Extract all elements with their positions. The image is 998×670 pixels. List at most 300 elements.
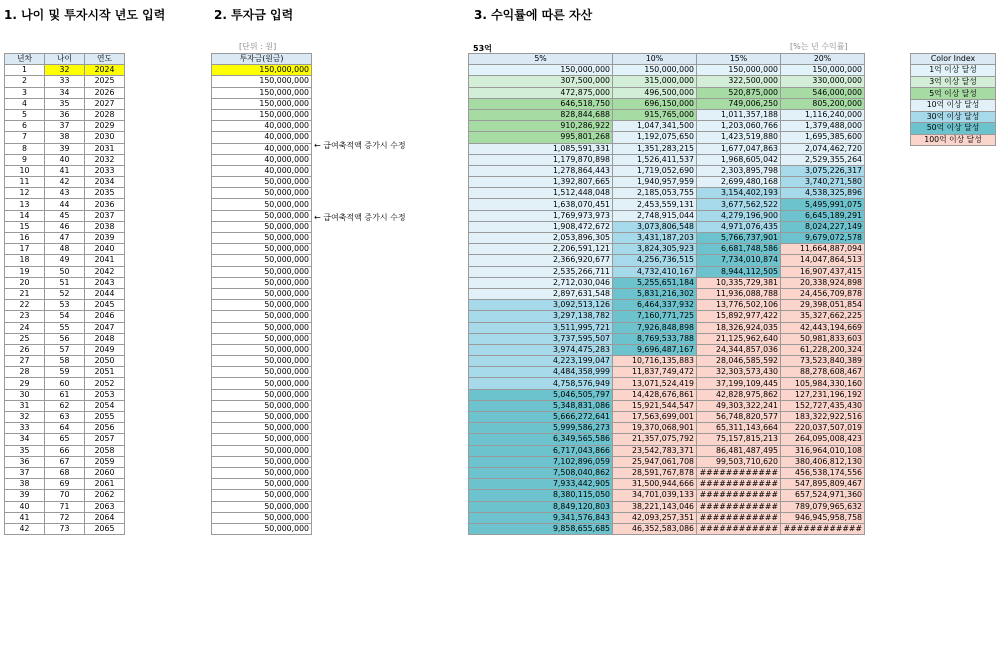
asset-cell[interactable]: 75,157,815,213 bbox=[697, 434, 781, 445]
table1-cell[interactable]: 52 bbox=[45, 288, 85, 299]
asset-cell[interactable]: 3,431,187,203 bbox=[613, 233, 697, 244]
investment-cell[interactable]: 50,000,000 bbox=[212, 378, 312, 389]
table1-cell[interactable]: 2053 bbox=[85, 389, 125, 400]
asset-cell[interactable]: 3,075,226,317 bbox=[781, 165, 865, 176]
table1-cell[interactable]: 5 bbox=[5, 109, 45, 120]
investment-cell[interactable]: 150,000,000 bbox=[212, 65, 312, 76]
asset-cell[interactable]: 9,341,576,843 bbox=[469, 512, 613, 523]
table1-cell[interactable]: 19 bbox=[5, 266, 45, 277]
asset-cell[interactable]: 1,769,973,973 bbox=[469, 210, 613, 221]
table1-cell[interactable]: 2025 bbox=[85, 76, 125, 87]
table1-cell[interactable]: 53 bbox=[45, 300, 85, 311]
asset-cell[interactable]: ############ bbox=[697, 479, 781, 490]
table1-cell[interactable]: 59 bbox=[45, 367, 85, 378]
table1-cell[interactable]: 36 bbox=[5, 456, 45, 467]
table1-cell[interactable]: 26 bbox=[5, 344, 45, 355]
table1-cell[interactable]: 35 bbox=[45, 98, 85, 109]
asset-cell[interactable]: ############ bbox=[781, 523, 865, 534]
asset-cell[interactable]: ############ bbox=[697, 501, 781, 512]
table1-cell[interactable]: 35 bbox=[5, 445, 45, 456]
asset-cell[interactable]: ############ bbox=[697, 512, 781, 523]
asset-cell[interactable]: 18,326,924,035 bbox=[697, 322, 781, 333]
table1-cell[interactable]: 2033 bbox=[85, 165, 125, 176]
asset-cell[interactable]: 1,908,472,672 bbox=[469, 221, 613, 232]
table1-cell[interactable]: 61 bbox=[45, 389, 85, 400]
table1-cell[interactable]: 2 bbox=[5, 76, 45, 87]
asset-cell[interactable]: 3,297,138,782 bbox=[469, 311, 613, 322]
asset-cell[interactable]: 7,160,771,725 bbox=[613, 311, 697, 322]
investment-cell[interactable]: 50,000,000 bbox=[212, 512, 312, 523]
investment-cell[interactable]: 40,000,000 bbox=[212, 165, 312, 176]
asset-cell[interactable]: 1,940,957,959 bbox=[613, 177, 697, 188]
asset-cell[interactable]: 10,335,729,381 bbox=[697, 277, 781, 288]
asset-cell[interactable]: 8,024,227,149 bbox=[781, 221, 865, 232]
asset-cell[interactable]: 183,322,922,516 bbox=[781, 412, 865, 423]
asset-cell[interactable]: 4,256,736,515 bbox=[613, 255, 697, 266]
asset-cell[interactable]: 4,758,576,949 bbox=[469, 378, 613, 389]
asset-cell[interactable]: 7,734,010,874 bbox=[697, 255, 781, 266]
table1-cell[interactable]: 25 bbox=[5, 333, 45, 344]
table1-cell[interactable]: 30 bbox=[5, 389, 45, 400]
asset-cell[interactable]: 546,000,000 bbox=[781, 87, 865, 98]
table1-cell[interactable]: 51 bbox=[45, 277, 85, 288]
investment-cell[interactable]: 50,000,000 bbox=[212, 266, 312, 277]
investment-cell[interactable]: 150,000,000 bbox=[212, 87, 312, 98]
asset-cell[interactable]: 3,740,271,580 bbox=[781, 177, 865, 188]
table1-cell[interactable]: 2026 bbox=[85, 87, 125, 98]
asset-cell[interactable]: 11,837,749,472 bbox=[613, 367, 697, 378]
asset-cell[interactable]: 14,047,864,513 bbox=[781, 255, 865, 266]
asset-cell[interactable]: 1,512,448,048 bbox=[469, 188, 613, 199]
asset-cell[interactable]: 1,392,807,665 bbox=[469, 177, 613, 188]
investment-cell[interactable]: 50,000,000 bbox=[212, 255, 312, 266]
asset-cell[interactable]: 42,443,194,669 bbox=[781, 322, 865, 333]
asset-cell[interactable]: 6,681,748,586 bbox=[697, 244, 781, 255]
asset-cell[interactable]: 4,971,076,435 bbox=[697, 221, 781, 232]
table1-cell[interactable]: 22 bbox=[5, 300, 45, 311]
asset-cell[interactable]: 547,895,809,467 bbox=[781, 479, 865, 490]
table1-cell[interactable]: 12 bbox=[5, 188, 45, 199]
asset-cell[interactable]: 1,203,060,766 bbox=[697, 121, 781, 132]
asset-cell[interactable]: 915,765,000 bbox=[613, 109, 697, 120]
asset-cell[interactable]: 330,000,000 bbox=[781, 76, 865, 87]
table1-cell[interactable]: 2057 bbox=[85, 434, 125, 445]
asset-cell[interactable]: 4,732,410,167 bbox=[613, 266, 697, 277]
asset-cell[interactable]: 99,503,710,620 bbox=[697, 456, 781, 467]
asset-cell[interactable]: 3,974,475,283 bbox=[469, 344, 613, 355]
investment-cell[interactable]: 50,000,000 bbox=[212, 423, 312, 434]
table1-cell[interactable]: 2054 bbox=[85, 400, 125, 411]
asset-cell[interactable]: 21,357,075,792 bbox=[613, 434, 697, 445]
asset-cell[interactable]: 25,947,061,708 bbox=[613, 456, 697, 467]
table1-cell[interactable]: 41 bbox=[5, 512, 45, 523]
table1-cell[interactable]: 2027 bbox=[85, 98, 125, 109]
asset-cell[interactable]: 1,719,052,690 bbox=[613, 165, 697, 176]
table1-cell[interactable]: 1 bbox=[5, 65, 45, 76]
asset-cell[interactable]: 946,945,958,758 bbox=[781, 512, 865, 523]
asset-cell[interactable]: 46,352,583,086 bbox=[613, 523, 697, 534]
asset-cell[interactable]: 150,000,000 bbox=[469, 65, 613, 76]
table1-cell[interactable]: 60 bbox=[45, 378, 85, 389]
asset-cell[interactable]: 24,456,709,878 bbox=[781, 288, 865, 299]
investment-cell[interactable]: 50,000,000 bbox=[212, 344, 312, 355]
asset-cell[interactable]: 10,716,135,883 bbox=[613, 356, 697, 367]
table1-cell[interactable]: 2039 bbox=[85, 233, 125, 244]
asset-cell[interactable]: 7,933,442,905 bbox=[469, 479, 613, 490]
table1-cell[interactable]: 32 bbox=[45, 65, 85, 76]
table1-cell[interactable]: 18 bbox=[5, 255, 45, 266]
table1-cell[interactable]: 3 bbox=[5, 87, 45, 98]
asset-cell[interactable]: 472,875,000 bbox=[469, 87, 613, 98]
investment-cell[interactable]: 50,000,000 bbox=[212, 199, 312, 210]
table1-cell[interactable]: 2049 bbox=[85, 344, 125, 355]
investment-cell[interactable]: 50,000,000 bbox=[212, 367, 312, 378]
asset-cell[interactable]: 2,053,896,305 bbox=[469, 233, 613, 244]
asset-cell[interactable]: 2,535,266,711 bbox=[469, 266, 613, 277]
asset-cell[interactable]: 127,231,196,192 bbox=[781, 389, 865, 400]
asset-cell[interactable]: 8,849,120,803 bbox=[469, 501, 613, 512]
table1-cell[interactable]: 66 bbox=[45, 445, 85, 456]
asset-cell[interactable]: 20,338,924,898 bbox=[781, 277, 865, 288]
table1-cell[interactable]: 2032 bbox=[85, 154, 125, 165]
table1-cell[interactable]: 38 bbox=[5, 479, 45, 490]
asset-cell[interactable]: 1,278,864,443 bbox=[469, 165, 613, 176]
asset-cell[interactable]: 5,766,737,901 bbox=[697, 233, 781, 244]
asset-cell[interactable]: 220,037,507,019 bbox=[781, 423, 865, 434]
asset-cell[interactable]: 749,006,250 bbox=[697, 98, 781, 109]
table1-cell[interactable]: 34 bbox=[45, 87, 85, 98]
asset-cell[interactable]: 8,769,533,788 bbox=[613, 333, 697, 344]
asset-cell[interactable]: 1,085,591,331 bbox=[469, 143, 613, 154]
asset-cell[interactable]: 86,481,487,495 bbox=[697, 445, 781, 456]
asset-cell[interactable]: 38,221,143,046 bbox=[613, 501, 697, 512]
asset-cell[interactable]: 7,926,848,898 bbox=[613, 322, 697, 333]
asset-cell[interactable]: 35,327,662,225 bbox=[781, 311, 865, 322]
table1-cell[interactable]: 45 bbox=[45, 210, 85, 221]
investment-cell[interactable]: 50,000,000 bbox=[212, 210, 312, 221]
investment-cell[interactable]: 50,000,000 bbox=[212, 467, 312, 478]
table1-cell[interactable]: 46 bbox=[45, 221, 85, 232]
asset-cell[interactable]: 2,712,030,046 bbox=[469, 277, 613, 288]
table1-cell[interactable]: 47 bbox=[45, 233, 85, 244]
asset-cell[interactable]: 496,500,000 bbox=[613, 87, 697, 98]
table1-cell[interactable]: 2061 bbox=[85, 479, 125, 490]
asset-cell[interactable]: 1,047,341,500 bbox=[613, 121, 697, 132]
asset-cell[interactable]: 5,831,216,302 bbox=[613, 288, 697, 299]
asset-cell[interactable]: 3,511,995,721 bbox=[469, 322, 613, 333]
table1-cell[interactable]: 2051 bbox=[85, 367, 125, 378]
asset-cell[interactable]: 73,523,840,389 bbox=[781, 356, 865, 367]
table1-cell[interactable]: 57 bbox=[45, 344, 85, 355]
investment-cell[interactable]: 50,000,000 bbox=[212, 177, 312, 188]
asset-cell[interactable]: 520,875,000 bbox=[697, 87, 781, 98]
investment-cell[interactable]: 50,000,000 bbox=[212, 501, 312, 512]
asset-cell[interactable]: 23,542,783,371 bbox=[613, 445, 697, 456]
table1-cell[interactable]: 39 bbox=[45, 143, 85, 154]
table1-cell[interactable]: 2042 bbox=[85, 266, 125, 277]
asset-cell[interactable]: 15,921,544,547 bbox=[613, 400, 697, 411]
table1-cell[interactable]: 2060 bbox=[85, 467, 125, 478]
asset-cell[interactable]: 5,495,991,075 bbox=[781, 199, 865, 210]
asset-cell[interactable]: 1,695,385,600 bbox=[781, 132, 865, 143]
table1-cell[interactable]: 2065 bbox=[85, 523, 125, 534]
investment-cell[interactable]: 40,000,000 bbox=[212, 154, 312, 165]
asset-cell[interactable]: 1,011,357,188 bbox=[697, 109, 781, 120]
investment-cell[interactable]: 50,000,000 bbox=[212, 322, 312, 333]
asset-cell[interactable]: 1,192,075,650 bbox=[613, 132, 697, 143]
table1-cell[interactable]: 73 bbox=[45, 523, 85, 534]
asset-cell[interactable]: ############ bbox=[697, 523, 781, 534]
asset-cell[interactable]: 6,645,189,291 bbox=[781, 210, 865, 221]
asset-cell[interactable]: 3,154,402,193 bbox=[697, 188, 781, 199]
investment-cell[interactable]: 50,000,000 bbox=[212, 221, 312, 232]
asset-cell[interactable]: 2,529,355,264 bbox=[781, 154, 865, 165]
asset-cell[interactable]: 19,370,068,901 bbox=[613, 423, 697, 434]
table1-cell[interactable]: 2034 bbox=[85, 177, 125, 188]
asset-cell[interactable]: 3,073,806,548 bbox=[613, 221, 697, 232]
asset-cell[interactable]: 16,907,437,415 bbox=[781, 266, 865, 277]
table1-cell[interactable]: 37 bbox=[5, 467, 45, 478]
asset-cell[interactable]: 31,500,944,666 bbox=[613, 479, 697, 490]
asset-cell[interactable]: ############ bbox=[697, 490, 781, 501]
investment-cell[interactable]: 50,000,000 bbox=[212, 288, 312, 299]
asset-cell[interactable]: 805,200,000 bbox=[781, 98, 865, 109]
asset-cell[interactable]: 910,286,922 bbox=[469, 121, 613, 132]
investment-cell[interactable]: 40,000,000 bbox=[212, 121, 312, 132]
table1-cell[interactable]: 67 bbox=[45, 456, 85, 467]
table1-cell[interactable]: 2037 bbox=[85, 210, 125, 221]
table1-cell[interactable]: 40 bbox=[45, 154, 85, 165]
asset-cell[interactable]: 105,984,330,160 bbox=[781, 378, 865, 389]
asset-cell[interactable]: 7,102,896,059 bbox=[469, 456, 613, 467]
asset-cell[interactable]: 1,379,488,000 bbox=[781, 121, 865, 132]
asset-cell[interactable]: 1,638,070,451 bbox=[469, 199, 613, 210]
asset-cell[interactable]: 316,964,010,108 bbox=[781, 445, 865, 456]
table1-cell[interactable]: 2050 bbox=[85, 356, 125, 367]
investment-cell[interactable]: 50,000,000 bbox=[212, 389, 312, 400]
asset-cell[interactable]: 5,348,831,086 bbox=[469, 400, 613, 411]
table1-cell[interactable]: 2044 bbox=[85, 288, 125, 299]
table1-cell[interactable]: 2031 bbox=[85, 143, 125, 154]
asset-cell[interactable]: 1,179,870,898 bbox=[469, 154, 613, 165]
asset-cell[interactable]: 7,508,040,862 bbox=[469, 467, 613, 478]
investment-cell[interactable]: 50,000,000 bbox=[212, 277, 312, 288]
asset-cell[interactable]: 380,406,812,130 bbox=[781, 456, 865, 467]
table1-cell[interactable]: 28 bbox=[5, 367, 45, 378]
asset-cell[interactable]: 9,679,072,578 bbox=[781, 233, 865, 244]
table1-cell[interactable]: 2047 bbox=[85, 322, 125, 333]
table1-cell[interactable]: 10 bbox=[5, 165, 45, 176]
asset-cell[interactable]: 696,150,000 bbox=[613, 98, 697, 109]
investment-cell[interactable]: 50,000,000 bbox=[212, 333, 312, 344]
table1-cell[interactable]: 2029 bbox=[85, 121, 125, 132]
asset-cell[interactable]: 28,046,585,592 bbox=[697, 356, 781, 367]
table1-cell[interactable]: 9 bbox=[5, 154, 45, 165]
investment-cell[interactable]: 50,000,000 bbox=[212, 445, 312, 456]
asset-cell[interactable]: 150,000,000 bbox=[613, 65, 697, 76]
table1-cell[interactable]: 2056 bbox=[85, 423, 125, 434]
asset-cell[interactable]: 1,968,605,042 bbox=[697, 154, 781, 165]
table1-cell[interactable]: 2028 bbox=[85, 109, 125, 120]
asset-cell[interactable]: 5,046,505,797 bbox=[469, 389, 613, 400]
asset-cell[interactable]: ############ bbox=[697, 467, 781, 478]
asset-cell[interactable]: 24,344,857,036 bbox=[697, 344, 781, 355]
table1-cell[interactable]: 34 bbox=[5, 434, 45, 445]
table1-cell[interactable]: 50 bbox=[45, 266, 85, 277]
asset-cell[interactable]: 11,936,088,788 bbox=[697, 288, 781, 299]
table1-cell[interactable]: 72 bbox=[45, 512, 85, 523]
table1-cell[interactable]: 2055 bbox=[85, 412, 125, 423]
asset-cell[interactable]: 4,538,325,896 bbox=[781, 188, 865, 199]
investment-cell[interactable]: 50,000,000 bbox=[212, 412, 312, 423]
asset-cell[interactable]: 65,311,143,664 bbox=[697, 423, 781, 434]
asset-cell[interactable]: 8,944,112,505 bbox=[697, 266, 781, 277]
table1-cell[interactable]: 69 bbox=[45, 479, 85, 490]
table1-cell[interactable]: 2038 bbox=[85, 221, 125, 232]
asset-cell[interactable]: 61,228,200,324 bbox=[781, 344, 865, 355]
table1-cell[interactable]: 54 bbox=[45, 311, 85, 322]
asset-cell[interactable]: 17,563,699,001 bbox=[613, 412, 697, 423]
table1-cell[interactable]: 2040 bbox=[85, 244, 125, 255]
investment-cell[interactable]: 50,000,000 bbox=[212, 244, 312, 255]
asset-cell[interactable]: 264,095,008,423 bbox=[781, 434, 865, 445]
asset-cell[interactable]: 49,303,322,241 bbox=[697, 400, 781, 411]
asset-cell[interactable]: 13,071,524,419 bbox=[613, 378, 697, 389]
asset-cell[interactable]: 1,423,519,880 bbox=[697, 132, 781, 143]
table1-cell[interactable]: 15 bbox=[5, 221, 45, 232]
asset-cell[interactable]: 3,677,562,522 bbox=[697, 199, 781, 210]
asset-cell[interactable]: 42,093,257,351 bbox=[613, 512, 697, 523]
asset-cell[interactable]: 150,000,000 bbox=[697, 65, 781, 76]
table1-cell[interactable]: 31 bbox=[5, 400, 45, 411]
investment-cell[interactable]: 50,000,000 bbox=[212, 490, 312, 501]
table1-cell[interactable]: 43 bbox=[45, 188, 85, 199]
investment-cell[interactable]: 50,000,000 bbox=[212, 456, 312, 467]
table1-cell[interactable]: 65 bbox=[45, 434, 85, 445]
table1-cell[interactable]: 42 bbox=[5, 523, 45, 534]
asset-cell[interactable]: 1,351,283,215 bbox=[613, 143, 697, 154]
asset-cell[interactable]: 28,591,767,878 bbox=[613, 467, 697, 478]
asset-cell[interactable]: 3,737,595,507 bbox=[469, 333, 613, 344]
table1-cell[interactable]: 23 bbox=[5, 311, 45, 322]
investment-cell[interactable]: 50,000,000 bbox=[212, 434, 312, 445]
asset-cell[interactable]: 2,453,559,131 bbox=[613, 199, 697, 210]
asset-cell[interactable]: 315,000,000 bbox=[613, 76, 697, 87]
table1-cell[interactable]: 2052 bbox=[85, 378, 125, 389]
asset-cell[interactable]: 646,518,750 bbox=[469, 98, 613, 109]
table1-cell[interactable]: 42 bbox=[45, 177, 85, 188]
table1-cell[interactable]: 2041 bbox=[85, 255, 125, 266]
asset-cell[interactable]: 3,824,305,923 bbox=[613, 244, 697, 255]
asset-cell[interactable]: 2,074,462,720 bbox=[781, 143, 865, 154]
asset-cell[interactable]: 29,398,051,854 bbox=[781, 300, 865, 311]
table1-cell[interactable]: 71 bbox=[45, 501, 85, 512]
table1-cell[interactable]: 33 bbox=[5, 423, 45, 434]
table1-cell[interactable]: 36 bbox=[45, 109, 85, 120]
table1-cell[interactable]: 20 bbox=[5, 277, 45, 288]
asset-cell[interactable]: 2,303,895,798 bbox=[697, 165, 781, 176]
asset-cell[interactable]: 995,801,268 bbox=[469, 132, 613, 143]
asset-cell[interactable]: 5,999,586,273 bbox=[469, 423, 613, 434]
asset-cell[interactable]: 6,717,043,866 bbox=[469, 445, 613, 456]
asset-cell[interactable]: 9,858,655,685 bbox=[469, 523, 613, 534]
asset-cell[interactable]: 4,484,358,999 bbox=[469, 367, 613, 378]
table1-cell[interactable]: 14 bbox=[5, 210, 45, 221]
table1-cell[interactable]: 2046 bbox=[85, 311, 125, 322]
investment-cell[interactable]: 40,000,000 bbox=[212, 143, 312, 154]
investment-cell[interactable]: 50,000,000 bbox=[212, 233, 312, 244]
asset-cell[interactable]: 3,092,513,126 bbox=[469, 300, 613, 311]
asset-cell[interactable]: 34,701,039,133 bbox=[613, 490, 697, 501]
asset-cell[interactable]: 15,892,977,422 bbox=[697, 311, 781, 322]
table1-cell[interactable]: 11 bbox=[5, 177, 45, 188]
table1-cell[interactable]: 8 bbox=[5, 143, 45, 154]
asset-cell[interactable]: 8,380,115,050 bbox=[469, 490, 613, 501]
asset-cell[interactable]: 11,664,887,094 bbox=[781, 244, 865, 255]
asset-cell[interactable]: 1,526,411,537 bbox=[613, 154, 697, 165]
asset-cell[interactable]: 6,464,337,932 bbox=[613, 300, 697, 311]
table1-cell[interactable]: 2048 bbox=[85, 333, 125, 344]
table1-cell[interactable]: 2058 bbox=[85, 445, 125, 456]
asset-cell[interactable]: 150,000,000 bbox=[781, 65, 865, 76]
table1-cell[interactable]: 55 bbox=[45, 322, 85, 333]
asset-cell[interactable]: 37,199,109,445 bbox=[697, 378, 781, 389]
table1-cell[interactable]: 38 bbox=[45, 132, 85, 143]
asset-cell[interactable]: 828,844,688 bbox=[469, 109, 613, 120]
table1-cell[interactable]: 2035 bbox=[85, 188, 125, 199]
table1-cell[interactable]: 68 bbox=[45, 467, 85, 478]
table1-cell[interactable]: 27 bbox=[5, 356, 45, 367]
asset-cell[interactable]: 5,255,651,184 bbox=[613, 277, 697, 288]
table1-cell[interactable]: 2063 bbox=[85, 501, 125, 512]
asset-cell[interactable]: 4,223,199,047 bbox=[469, 356, 613, 367]
investment-cell[interactable]: 50,000,000 bbox=[212, 479, 312, 490]
table1-cell[interactable]: 29 bbox=[5, 378, 45, 389]
table1-cell[interactable]: 33 bbox=[45, 76, 85, 87]
table1-cell[interactable]: 16 bbox=[5, 233, 45, 244]
table1-cell[interactable]: 21 bbox=[5, 288, 45, 299]
asset-cell[interactable]: 2,748,915,044 bbox=[613, 210, 697, 221]
table1-cell[interactable]: 2024 bbox=[85, 65, 125, 76]
table1-cell[interactable]: 6 bbox=[5, 121, 45, 132]
table1-cell[interactable]: 2045 bbox=[85, 300, 125, 311]
table1-cell[interactable]: 7 bbox=[5, 132, 45, 143]
asset-cell[interactable]: 322,500,000 bbox=[697, 76, 781, 87]
investment-cell[interactable]: 50,000,000 bbox=[212, 311, 312, 322]
table1-cell[interactable]: 2064 bbox=[85, 512, 125, 523]
asset-cell[interactable]: 5,666,272,641 bbox=[469, 412, 613, 423]
investment-cell[interactable]: 150,000,000 bbox=[212, 98, 312, 109]
table1-cell[interactable]: 58 bbox=[45, 356, 85, 367]
asset-cell[interactable]: 56,748,820,577 bbox=[697, 412, 781, 423]
asset-cell[interactable]: 9,696,487,167 bbox=[613, 344, 697, 355]
table1-cell[interactable]: 56 bbox=[45, 333, 85, 344]
table1-cell[interactable]: 44 bbox=[45, 199, 85, 210]
table1-cell[interactable]: 62 bbox=[45, 400, 85, 411]
table1-cell[interactable]: 41 bbox=[45, 165, 85, 176]
table1-cell[interactable]: 2036 bbox=[85, 199, 125, 210]
asset-cell[interactable]: 21,125,962,640 bbox=[697, 333, 781, 344]
investment-cell[interactable]: 50,000,000 bbox=[212, 188, 312, 199]
asset-cell[interactable]: 789,079,965,632 bbox=[781, 501, 865, 512]
asset-cell[interactable]: 2,366,920,677 bbox=[469, 255, 613, 266]
table1-cell[interactable]: 63 bbox=[45, 412, 85, 423]
asset-cell[interactable]: 456,538,174,556 bbox=[781, 467, 865, 478]
asset-cell[interactable]: 2,206,591,121 bbox=[469, 244, 613, 255]
asset-cell[interactable]: 32,303,573,430 bbox=[697, 367, 781, 378]
table1-cell[interactable]: 17 bbox=[5, 244, 45, 255]
investment-cell[interactable]: 50,000,000 bbox=[212, 356, 312, 367]
